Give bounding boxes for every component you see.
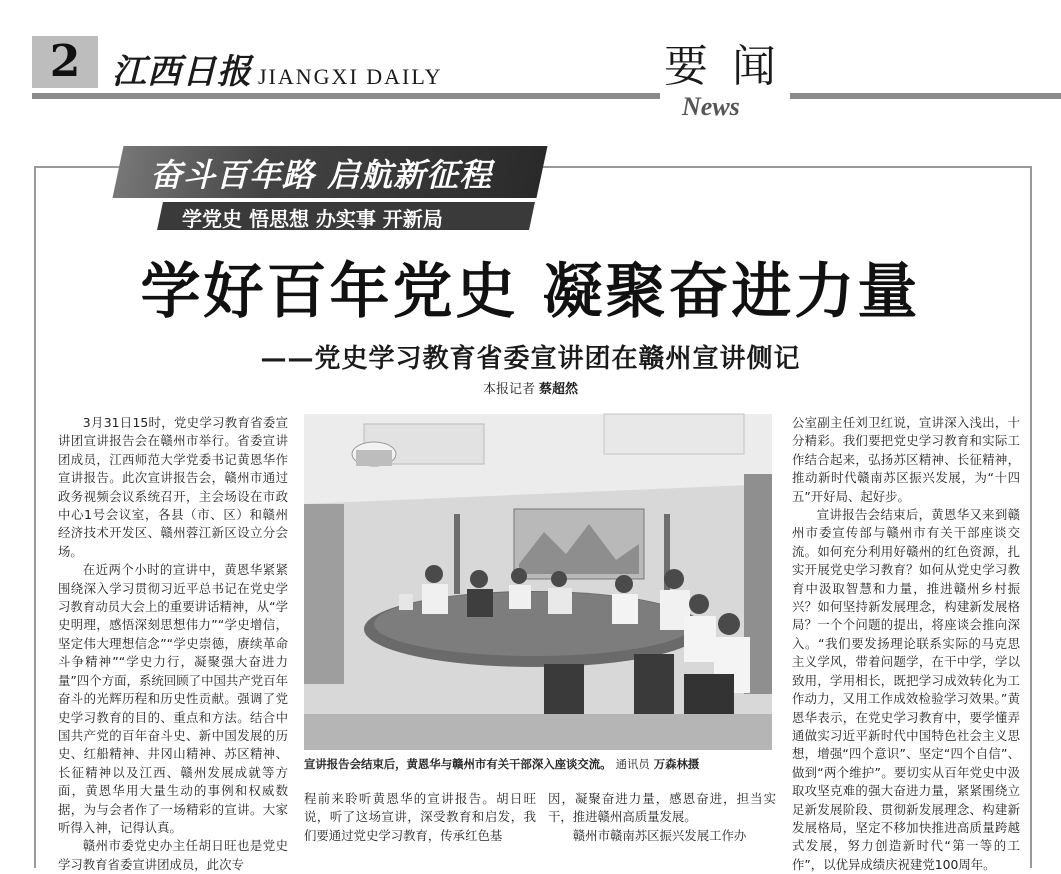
masthead-rule-right xyxy=(790,93,1061,99)
paragraph: 程前来聆听黄恩华的宣讲报告。胡日旺说，听了这场宣讲，深受教育和启发，我们要通过党史学习教育，传承红色基 xyxy=(304,791,536,843)
paper-name-en: JIANGXI DAILY xyxy=(258,64,443,89)
article-column-4 xyxy=(792,414,1020,872)
caption-text: 宣讲报告会结束后，黄恩华与赣州市有关干部深入座谈交流。 xyxy=(304,757,612,771)
news-photo xyxy=(304,414,772,750)
paragraph: 赣州市赣南苏区振兴发展工作办 xyxy=(572,827,747,843)
meeting-photo-illustration xyxy=(304,414,772,750)
paragraph: 在近两个小时的宣讲中，黄恩华紧紧围绕深入学习贯彻习近平总书记在党史学习教育动员大会上的重要讲话精神，从“学史明理，感悟深刻思想伟力”“学史增信，坚定伟大理想信念”“学史崇德，赓续革命斗争精神”“学史力行，凝聚强大奋进力量”四个方面，系统回顾了中国共产党百年奋斗的光辉历程和历史性贡献。强调了党史学习教育的目的、重点和方法。结合中国共产党的百年奋斗史、新中国发展的历史、红船精神、井冈山精神、苏区精神、长征精神以及江西、赣州发展成就等方面，黄恩华用大量生动的事例和权威数据，为与会者作了一场精彩的宣讲。大家听得入神，记得认真。 xyxy=(58,562,288,835)
article-column-3 xyxy=(548,790,776,846)
article-subheadline: ——党史学习教育省委宣讲团在赣州宣讲侧记 xyxy=(260,344,801,374)
paper-logo: 江西日报 xyxy=(112,52,252,92)
byline xyxy=(0,378,1061,397)
section-title: 要闻 xyxy=(664,41,800,92)
article-column-1 xyxy=(58,414,288,872)
photo-credit-name: 万森林摄 xyxy=(653,757,700,771)
paragraph: 宣讲报告会结束后，黄恩华又来到赣州市委宣传部与赣州市有关干部座谈交流。如何充分利用好赣州的红色资源，扎实开展党史学习教育？如何从党史学习教育中汲取智慧和力量，推进赣州乡村振兴？如何坚持新发展理念，构建新发展格局？一个个问题的提出，将座谈会推向深入。“我们要发扬理论联系实际的马克思主义学风，带着问题学，在干中学，学以致用，学用相长，既把学习成效转化为工作动力，又用工作成效检验学习效果。”黄恩华表示，在党史学习教育中，要学懂弄通做实习近平新时代中国特色社会主义思想，增强“四个意识”、坚定“四个自信”、做到“两个维护”。要切实从百年党史中汲取攻坚克难的强大奋进力量，紧紧围绕立足新发展阶段、贯彻新发展理念、构建新发展格局，坚定不移加快推进高质量跨越式发展，努力创造新时代“第一等的工作”，以优异成绩庆祝建党100周年。 xyxy=(792,507,1020,872)
masthead xyxy=(0,0,1061,130)
article-column-2 xyxy=(304,790,536,846)
article-headline: 学好百年党史 凝聚奋进力量 xyxy=(140,257,921,327)
photo-credit-label: 通讯员 xyxy=(615,757,650,771)
paragraph: 因，凝聚奋进力量，感恩奋进，担当实干，推进赣州高质量发展。 xyxy=(548,791,776,825)
byline-label: 本报记者 xyxy=(482,382,535,397)
paragraph: 赣州市委党史办主任胡日旺也是党史学习教育省委宣讲团成员，此次专 xyxy=(58,838,288,872)
photo-caption xyxy=(304,756,776,772)
paragraph: 3月31日15时，党史学习教育省委宣讲团宣讲报告会在赣州市举行。省委宣讲团成员，江西师范大学党委书记黄恩华作宣讲报告。此次宣讲报告会，赣州市通过政务视频会议系统召开，主会场设在市政中心1号会议室，各县（市、区）和赣州经济技术开发区、赣州蓉江新区设立分会场。 xyxy=(58,415,288,559)
banner-title: 奋斗百年路 启航新征程 xyxy=(150,156,493,194)
banner-subtitle: 学党史 悟思想 办实事 开新局 xyxy=(182,207,443,231)
section-title-en: News xyxy=(682,92,740,121)
masthead-rule-left xyxy=(32,93,660,99)
byline-author: 蔡超然 xyxy=(539,382,579,397)
page-number: 2 xyxy=(32,36,98,88)
paragraph: 公室副主任刘卫红说，宣讲深入浅出，十分精彩。我们要把党史学习教育和实际工作结合起来，弘扬苏区精神、长征精神，推动新时代赣南苏区振兴发展，为“十四五”开好局、起好步。 xyxy=(792,415,1020,504)
